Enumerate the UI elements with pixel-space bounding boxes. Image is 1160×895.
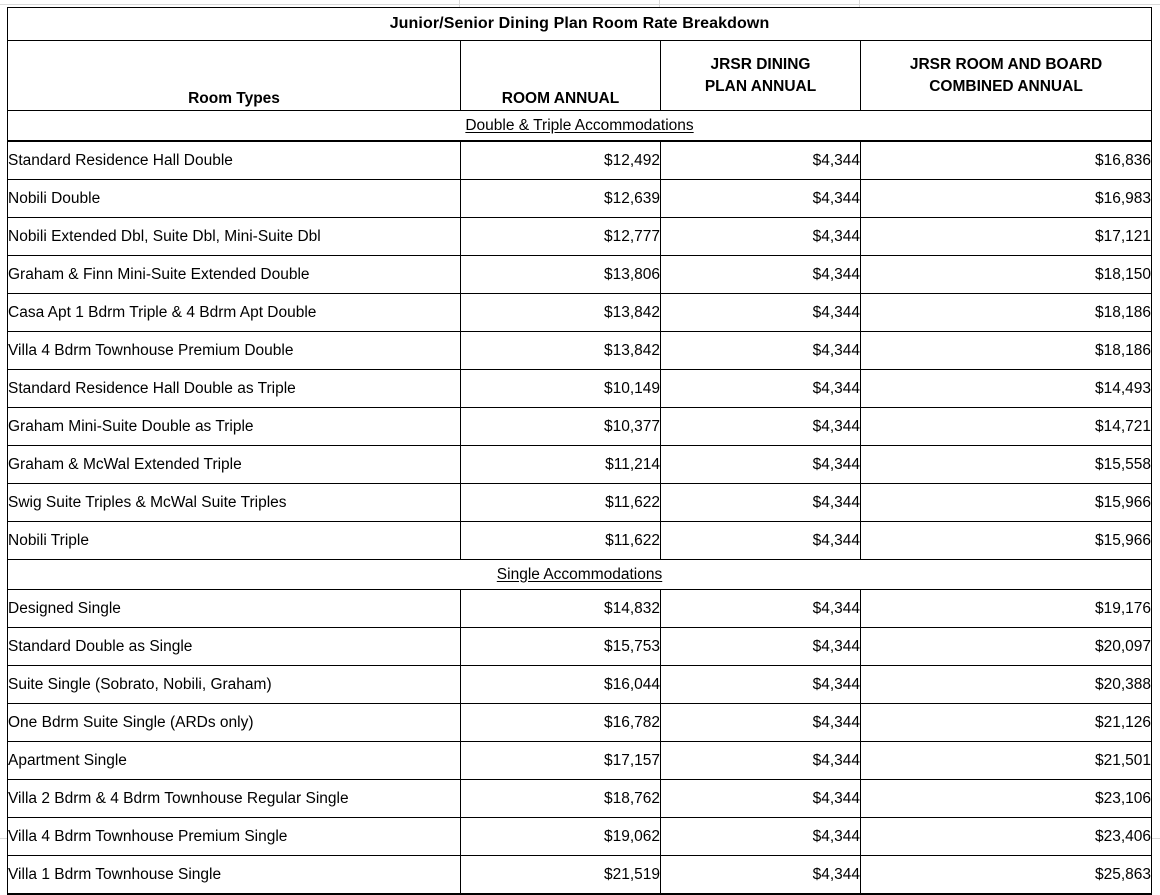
cell-room-annual: $12,777 <box>461 218 661 256</box>
cell-dining-annual: $4,344 <box>661 332 861 370</box>
cell-dining-annual: $4,344 <box>661 446 861 484</box>
cell-room-annual: $17,157 <box>461 742 661 780</box>
table-row <box>8 332 1152 370</box>
cell-room-type: Graham & Finn Mini-Suite Extended Double <box>8 256 461 294</box>
cell-combined-annual: $21,501 <box>861 742 1152 780</box>
cell-room-type: Nobili Extended Dbl, Suite Dbl, Mini-Suite Dbl <box>8 218 461 256</box>
cell-combined-annual: $18,186 <box>861 294 1152 332</box>
section-heading-row <box>8 560 1152 590</box>
cell-dining-annual: $4,344 <box>661 141 861 180</box>
table-row <box>8 742 1152 780</box>
cell-room-type: Swig Suite Triples & McWal Suite Triples <box>8 484 461 522</box>
table-row <box>8 590 1152 628</box>
cell-room-annual: $18,762 <box>461 780 661 818</box>
column-header-combined-annual-line-2: COMBINED ANNUAL <box>929 77 1083 95</box>
cell-combined-annual: $14,721 <box>861 408 1152 446</box>
cell-combined-annual: $16,983 <box>861 180 1152 218</box>
cell-room-type: Villa 1 Bdrm Townhouse Single <box>8 856 461 895</box>
cell-combined-annual: $15,966 <box>861 522 1152 560</box>
column-header-dining-annual-line-2: PLAN ANNUAL <box>704 77 817 95</box>
cell-room-type: Apartment Single <box>8 742 461 780</box>
table-row <box>8 180 1152 218</box>
cell-combined-annual: $20,097 <box>861 628 1152 666</box>
cell-room-type: Standard Residence Hall Double <box>8 141 461 180</box>
cell-room-type: Casa Apt 1 Bdrm Triple & 4 Bdrm Apt Double <box>8 294 461 332</box>
cell-dining-annual: $4,344 <box>661 522 861 560</box>
table-row <box>8 370 1152 408</box>
cell-combined-annual: $20,388 <box>861 666 1152 704</box>
table-title: Junior/Senior Dining Plan Room Rate Breakdown <box>8 8 1152 41</box>
column-header-combined-annual-line-1: JRSR ROOM AND BOARD <box>909 55 1103 73</box>
cell-dining-annual: $4,344 <box>661 180 861 218</box>
cell-combined-annual: $23,406 <box>861 818 1152 856</box>
cell-room-annual: $11,622 <box>461 484 661 522</box>
section-heading-double-triple <box>8 111 1152 142</box>
cell-dining-annual: $4,344 <box>661 590 861 628</box>
cell-dining-annual: $4,344 <box>661 818 861 856</box>
cell-combined-annual: $25,863 <box>861 856 1152 895</box>
room-rate-table <box>7 7 1152 895</box>
cell-dining-annual: $4,344 <box>661 704 861 742</box>
table-row <box>8 446 1152 484</box>
cell-room-type: Designed Single <box>8 590 461 628</box>
column-header-room-types <box>8 41 461 111</box>
table-row <box>8 818 1152 856</box>
table-row <box>8 408 1152 446</box>
cell-room-annual: $12,639 <box>461 180 661 218</box>
table-row <box>8 141 1152 180</box>
column-header-combined-annual <box>861 41 1152 111</box>
table-row <box>8 294 1152 332</box>
cell-room-type: Nobili Double <box>8 180 461 218</box>
cell-room-type: Villa 4 Bdrm Townhouse Premium Double <box>8 332 461 370</box>
cell-room-annual: $11,214 <box>461 446 661 484</box>
cell-dining-annual: $4,344 <box>661 484 861 522</box>
cell-combined-annual: $18,150 <box>861 256 1152 294</box>
cell-room-type: Villa 2 Bdrm & 4 Bdrm Townhouse Regular Single <box>8 780 461 818</box>
cell-room-type: One Bdrm Suite Single (ARDs only) <box>8 704 461 742</box>
cell-combined-annual: $16,836 <box>861 141 1152 180</box>
table-row <box>8 256 1152 294</box>
cell-room-annual: $16,782 <box>461 704 661 742</box>
cell-dining-annual: $4,344 <box>661 218 861 256</box>
column-header-room-annual-line-1: ROOM ANNUAL <box>501 90 620 107</box>
column-header-room-annual <box>461 41 661 111</box>
cell-combined-annual: $21,126 <box>861 704 1152 742</box>
table-row <box>8 780 1152 818</box>
gridline-artifact-col1 <box>459 0 460 7</box>
column-header-dining-annual-line-1: JRSR DINING <box>710 55 811 73</box>
cell-combined-annual: $23,106 <box>861 780 1152 818</box>
cell-room-annual: $10,149 <box>461 370 661 408</box>
cell-room-annual: $13,842 <box>461 332 661 370</box>
cell-room-type: Villa 4 Bdrm Townhouse Premium Single <box>8 818 461 856</box>
table-row <box>8 704 1152 742</box>
cell-room-annual: $11,622 <box>461 522 661 560</box>
cell-room-type: Graham & McWal Extended Triple <box>8 446 461 484</box>
cell-room-annual: $15,753 <box>461 628 661 666</box>
column-header-room-types-line-1: Room Types <box>188 90 280 107</box>
cell-room-type: Nobili Triple <box>8 522 461 560</box>
cell-room-annual: $19,062 <box>461 818 661 856</box>
table-row <box>8 218 1152 256</box>
cell-dining-annual: $4,344 <box>661 256 861 294</box>
rate-table-container <box>7 7 1151 895</box>
cell-room-type: Standard Residence Hall Double as Triple <box>8 370 461 408</box>
gridline-artifact-top <box>0 4 1160 5</box>
gridline-artifact-col3 <box>859 0 860 7</box>
cell-combined-annual: $18,186 <box>861 332 1152 370</box>
table-body <box>8 8 1152 895</box>
cell-dining-annual: $4,344 <box>661 294 861 332</box>
section-heading-double-triple-label: Double & Triple Accommodations <box>465 116 694 134</box>
section-heading-row <box>8 111 1152 142</box>
cell-room-annual: $13,806 <box>461 256 661 294</box>
cell-dining-annual: $4,344 <box>661 856 861 895</box>
table-row <box>8 484 1152 522</box>
column-header-dining-annual <box>661 41 861 111</box>
cell-room-annual: $21,519 <box>461 856 661 895</box>
cell-dining-annual: $4,344 <box>661 628 861 666</box>
table-row <box>8 856 1152 895</box>
cell-room-annual: $12,492 <box>461 141 661 180</box>
cell-dining-annual: $4,344 <box>661 408 861 446</box>
cell-room-annual: $13,842 <box>461 294 661 332</box>
table-row <box>8 522 1152 560</box>
section-heading-single-label: Single Accommodations <box>496 565 663 583</box>
cell-room-type: Graham Mini-Suite Double as Triple <box>8 408 461 446</box>
cell-room-type: Standard Double as Single <box>8 628 461 666</box>
cell-dining-annual: $4,344 <box>661 780 861 818</box>
cell-combined-annual: $15,966 <box>861 484 1152 522</box>
cell-combined-annual: $17,121 <box>861 218 1152 256</box>
cell-room-annual: $10,377 <box>461 408 661 446</box>
table-header-row <box>8 41 1152 111</box>
cell-combined-annual: $14,493 <box>861 370 1152 408</box>
gridline-artifact-col2 <box>659 0 660 7</box>
table-title-row <box>8 8 1152 41</box>
cell-room-type: Suite Single (Sobrato, Nobili, Graham) <box>8 666 461 704</box>
table-row <box>8 628 1152 666</box>
cell-dining-annual: $4,344 <box>661 666 861 704</box>
cell-dining-annual: $4,344 <box>661 742 861 780</box>
cell-dining-annual: $4,344 <box>661 370 861 408</box>
cell-room-annual: $14,832 <box>461 590 661 628</box>
cell-combined-annual: $15,558 <box>861 446 1152 484</box>
section-heading-single <box>8 560 1152 590</box>
cell-combined-annual: $19,176 <box>861 590 1152 628</box>
table-row <box>8 666 1152 704</box>
cell-room-annual: $16,044 <box>461 666 661 704</box>
